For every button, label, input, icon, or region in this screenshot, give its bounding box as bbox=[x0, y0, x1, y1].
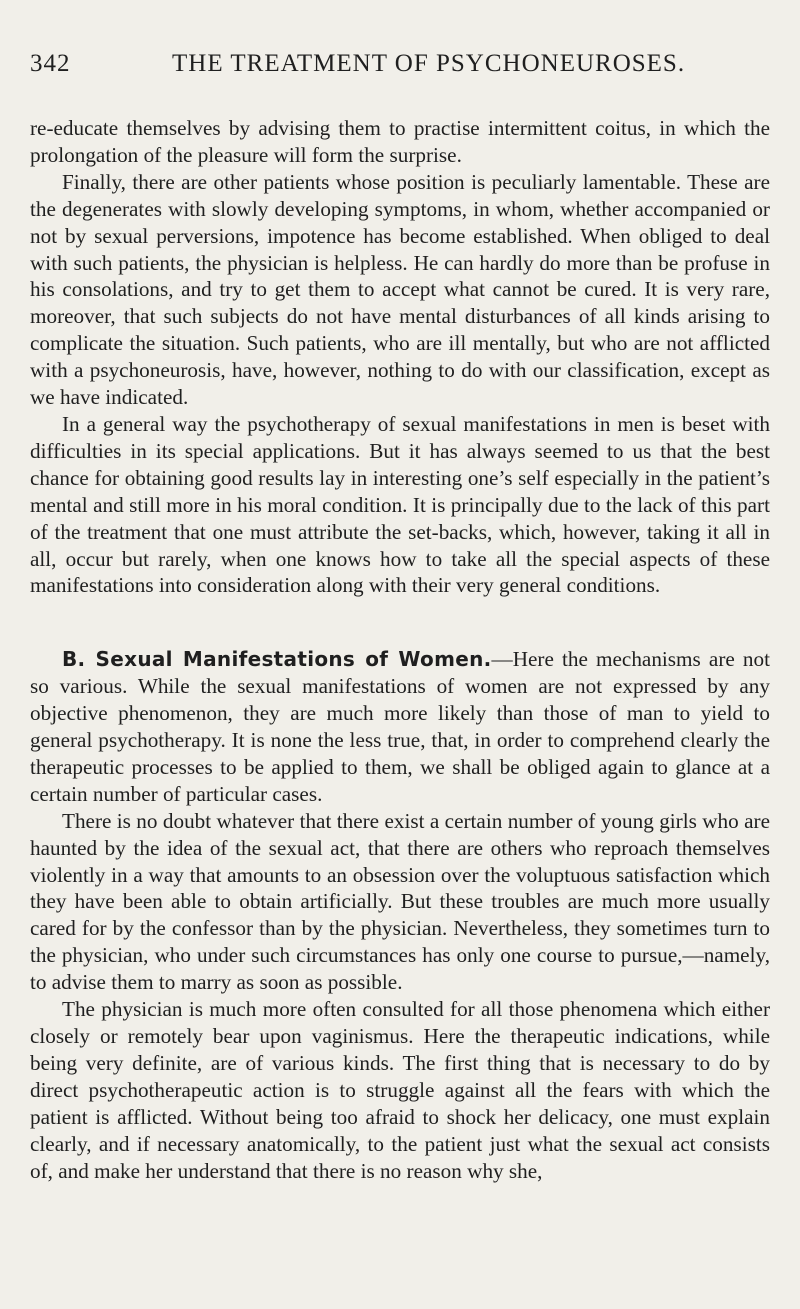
section-paragraph-text: —Here the mechanisms are not so various. While the sexual manifestations of women are not expressed by any objective phenomenon, they are much more likely than those of man to yield to general psychotherapy. It is none the less true, that, in order to comprehend clearly the therapeutic processes to be applied to them, we shall be obliged again to glance at a certain number of particular cases. bbox=[30, 647, 770, 806]
page-number: 342 bbox=[30, 50, 71, 77]
running-title: THE TREATMENT OF PSYCHONEUROSES. bbox=[172, 50, 686, 77]
section-gap bbox=[30, 599, 770, 646]
section-heading: B. Sexual Manifestations of Women. bbox=[62, 647, 492, 672]
section-paragraph bbox=[30, 646, 770, 807]
running-head bbox=[30, 50, 770, 90]
paragraph: In a general way the psychotherapy of sexual manifestations in men is beset with difficulties in its special applications. But it has always seemed to us that the best chance for obtaining good results lay in interesting one’s self especially in the patient’s mental and still more in his moral condition. It is principally due to the lack of this part of the treatment that one must attribute the set-backs, which, however, taking it all in all, occur but rarely, when one knows how to take all the special aspects of these manifestations into consideration along with their very general conditions. bbox=[30, 411, 770, 598]
paragraph: Finally, there are other patients whose position is peculiarly lamentable. These are the degenerates with slowly developing symptoms, in whom, whether accompanied or not by sexual perversions, impotence has become established. When obliged to deal with such patients, the physician is helpless. He can hardly do more than be profuse in his consolations, and try to get them to accept what cannot be cured. It is very rare, moreover, that such subjects do not have mental disturbances of all kinds arising to complicate the situation. Such patients, who are ill mentally, but who are not afflicted with a psychoneurosis, have, however, nothing to do with our classification, except as we have indicated. bbox=[30, 169, 770, 410]
body-text bbox=[30, 115, 770, 1184]
paragraph: There is no doubt whatever that there exist a certain number of young girls who are haunted by the idea of the sexual act, that there are others who reproach themselves violently in a way that amounts to an obsession over the voluptuous satisfaction which they have been able to obtain artificially. But these troubles are much more usually cared for by the confessor than by the physician. Nevertheless, they sometimes turn to the physician, who under such circumstances has only one course to pursue,—namely, to advise them to marry as soon as possible. bbox=[30, 808, 770, 995]
paragraph-continuation: re-educate themselves by advising them to practise intermittent coitus, in which the prolongation of the pleasure will form the surprise. bbox=[30, 116, 770, 167]
paragraph: The physician is much more often consulted for all those phenomena which either closely or remotely bear upon vaginismus. Here the therapeutic indications, while being very definite, are of various kinds. The first thing that is necessary to do by direct psychotherapeutic action is to struggle against all the fears with which the patient is afflicted. Without being too afraid to shock her delicacy, one must explain clearly, and if necessary anatomically, to the patient just what the sexual act consists of, and make her understand that there is no reason why she, bbox=[30, 997, 770, 1183]
